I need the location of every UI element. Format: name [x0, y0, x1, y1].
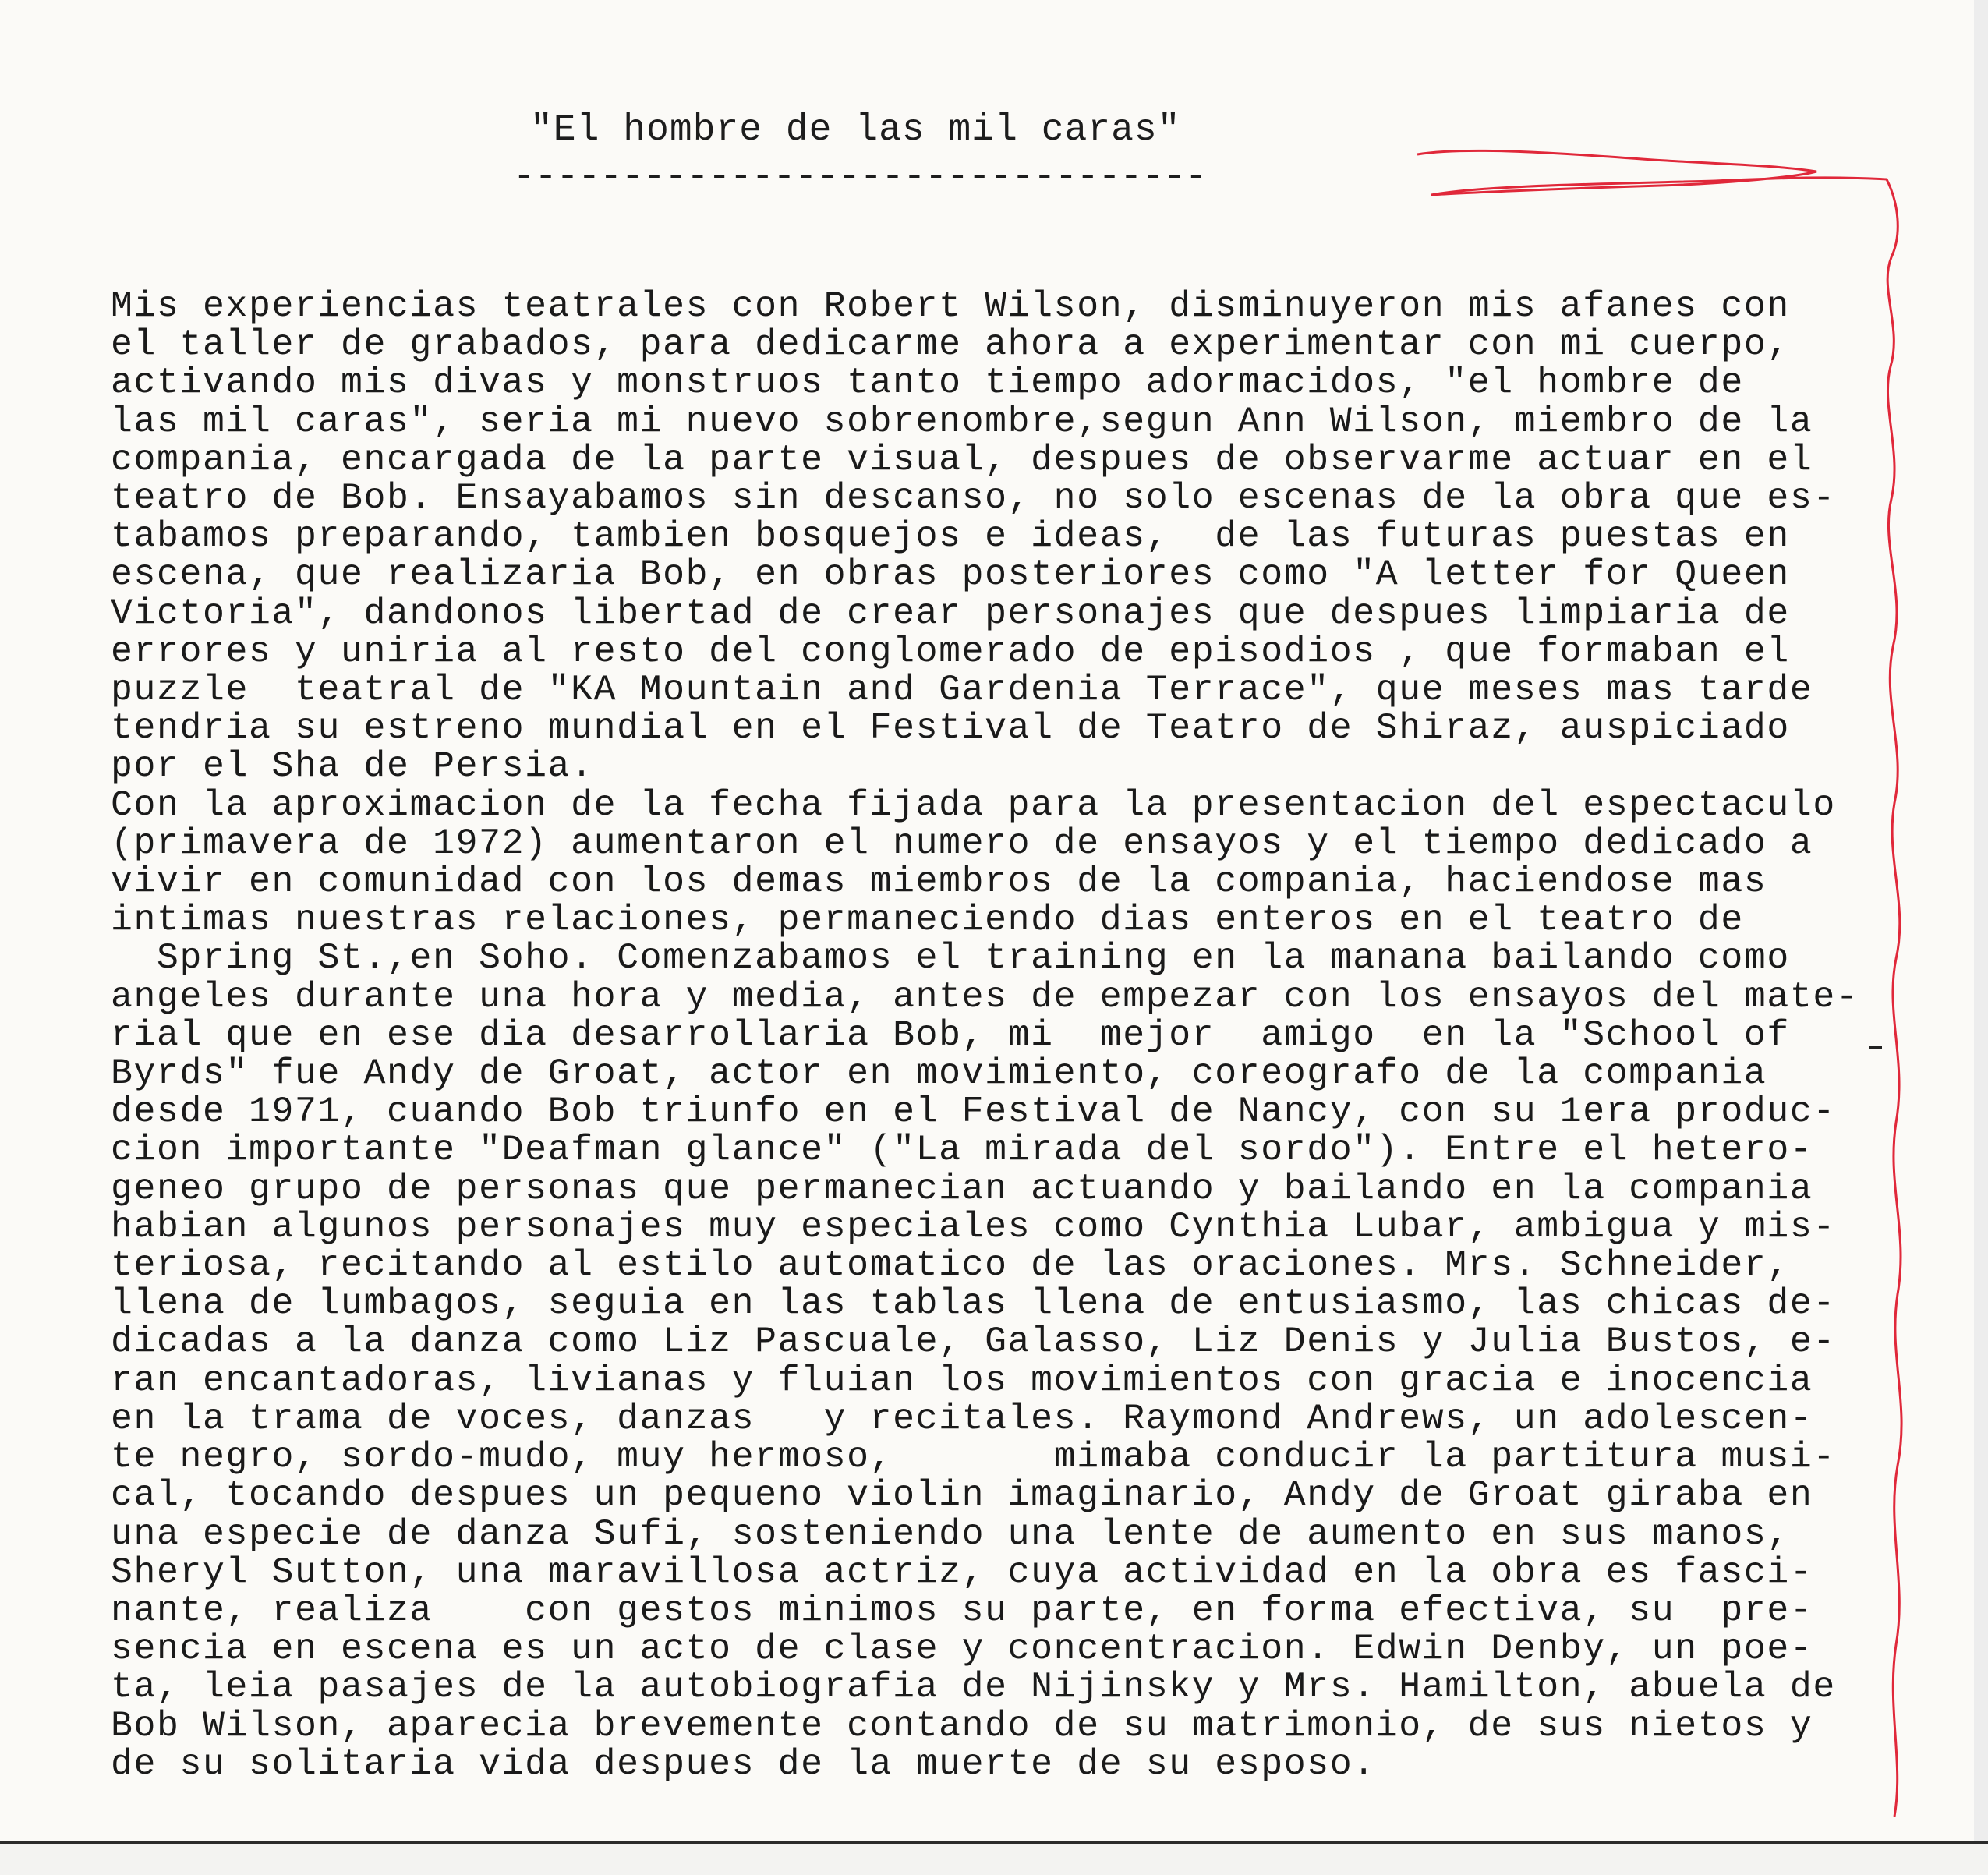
stray-dash-mark	[1869, 1046, 1882, 1049]
body-line: teatro de Bob. Ensayabamos sin descanso, no solo escenas de la obra que es-	[111, 477, 1836, 519]
body-line: nante, realiza con gestos minimos su parte, en forma efectiva, su pre-	[111, 1589, 1813, 1631]
body-line: angeles durante una hora y media, antes de empezar con los ensayos del mate-	[111, 975, 1859, 1017]
body-line: de su solitaria vida despues de la muerte de su esposo.	[111, 1742, 1376, 1785]
body-line: Spring St.,en Soho. Comenzabamos el training en la manana bailando como	[111, 937, 1790, 979]
title-underline: --------------------------------	[513, 156, 1207, 198]
body-line: cal, tocando despues un pequeno violin imaginario, Andy de Groat giraba en	[111, 1474, 1813, 1516]
body-text	[111, 287, 1873, 1783]
body-line: el taller de grabados, para dedicarme ahora a experimentar con mi cuerpo,	[111, 324, 1790, 366]
body-line: escena, que realizaria Bob, en obras posteriores como "A letter for Queen	[111, 554, 1790, 596]
body-line: las mil caras", seria mi nuevo sobrenombre,segun Ann Wilson, miembro de la	[111, 400, 1813, 442]
body-line: cion importante "Deafman glance" ("La mirada del sordo"). Entre el hetero-	[111, 1129, 1813, 1171]
body-line: compania, encargada de la parte visual, despues de observarme actuar en el	[111, 438, 1813, 480]
body-line: sencia en escena es un acto de clase y concentracion. Edwin Denby, un poe-	[111, 1628, 1813, 1670]
body-line: habian algunos personajes muy especiales como Cynthia Lubar, ambigua y mis-	[111, 1205, 1836, 1247]
body-line: dicadas a la danza como Liz Pascuale, Galasso, Liz Denis y Julia Bustos, e-	[111, 1321, 1836, 1363]
body-line: (primavera de 1972) aumentaron el numero de ensayos y el tiempo dedicado a	[111, 822, 1813, 864]
body-line: Bob Wilson, aparecia brevemente contando de su matrimonio, de sus nietos y	[111, 1704, 1813, 1746]
body-line: teriosa, recitando al estilo automatico de las oraciones. Mrs. Schneider,	[111, 1244, 1790, 1286]
body-line: Sheryl Sutton, una maravillosa actriz, cuya actividad en la obra es fasci-	[111, 1551, 1813, 1593]
body-line: geneo grupo de personas que permanecian actuando y bailando en la compania	[111, 1167, 1813, 1209]
body-line: te negro, sordo-mudo, muy hermoso, mimaba conducir la partitura musi-	[111, 1436, 1836, 1478]
body-line: tabamos preparando, tambien bosquejos e ideas, de las futuras puestas en	[111, 515, 1790, 557]
body-line: ran encantadoras, livianas y fluian los movimientos con gracia e inocencia	[111, 1359, 1813, 1401]
body-line: tendria su estreno mundial en el Festival de Teatro de Shiraz, auspiciado	[111, 707, 1790, 749]
body-line: intimas nuestras relaciones, permaneciendo dias enteros en el teatro de	[111, 899, 1744, 941]
body-line: Victoria", dandonos libertad de crear personajes que despues limpiaria de	[111, 592, 1790, 634]
body-line: desde 1971, cuando Bob triunfo en el Festival de Nancy, con su 1era produc-	[111, 1091, 1836, 1133]
body-line: por el Sha de Persia.	[111, 745, 594, 787]
body-line: en la trama de voces, danzas y recitales. Raymond Andrews, un adolescen-	[111, 1397, 1813, 1439]
body-line: llena de lumbagos, seguia en las tablas llena de entusiasmo, las chicas de-	[111, 1282, 1836, 1325]
body-line: activando mis divas y monstruos tanto tiempo adormacidos, "el hombre de	[111, 362, 1744, 404]
body-line: Con la aproximacion de la fecha fijada para la presentacion del espectaculo	[111, 784, 1836, 826]
body-line: puzzle teatral de "KA Mountain and Gardenia Terrace", que meses mas tarde	[111, 669, 1813, 711]
document-title: "El hombre de las mil caras"	[530, 109, 1181, 151]
body-line: una especie de danza Sufi, sosteniendo una lente de aumento en sus manos,	[111, 1512, 1790, 1555]
body-line: vivir en comunidad con los demas miembros de la compania, haciendose mas	[111, 861, 1767, 903]
body-line: rial que en ese dia desarrollaria Bob, mi mejor amigo en la "School of	[111, 1014, 1790, 1056]
body-line: Mis experiencias teatrales con Robert Wilson, disminuyeron mis afanes con	[111, 285, 1790, 327]
body-line: errores y uniria al resto del conglomerado de episodios , que formaban el	[111, 630, 1790, 672]
page-edge	[1974, 0, 1988, 1875]
body-line: Byrds" fue Andy de Groat, actor en movimiento, coreografo de la compania	[111, 1052, 1767, 1095]
page-bottom-edge	[0, 1841, 1988, 1875]
body-line: ta, leia pasajes de la autobiografia de Nijinsky y Mrs. Hamilton, abuela de	[111, 1666, 1836, 1708]
